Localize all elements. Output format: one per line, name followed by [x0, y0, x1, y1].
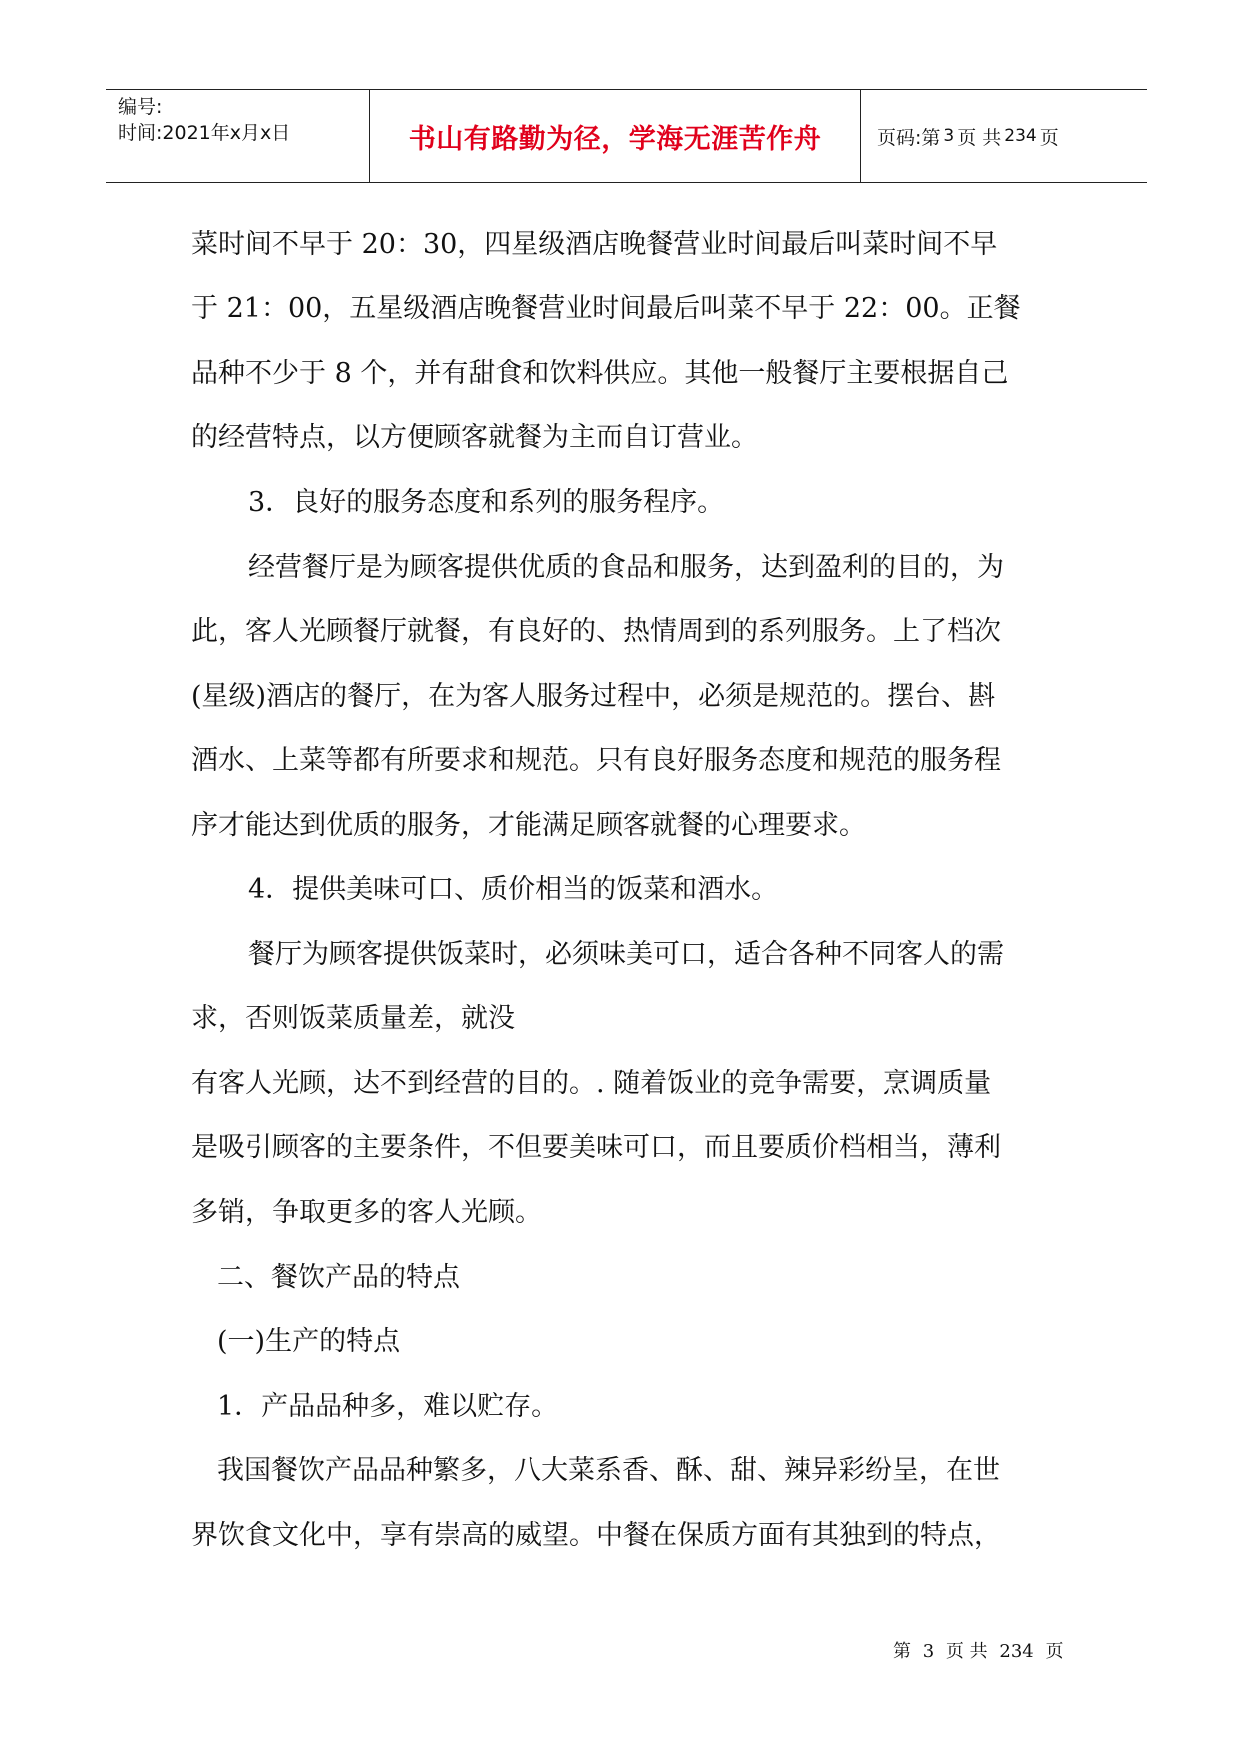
text-line: 序才能达到优质的服务，才能满足顾客就餐的心理要求。 [191, 810, 866, 841]
text-line: 界饮食文化中，享有崇高的威望。中餐在保质方面有其独到的特点， [191, 1520, 1001, 1551]
header-page-info [861, 90, 1147, 182]
text-line: 酒水、上菜等都有所要求和规范。只有良好服务态度和规范的服务程 [191, 745, 1001, 776]
text-line: 的经营特点，以方便顾客就餐为主而自订营业。 [191, 422, 758, 453]
header-meta [106, 90, 370, 182]
section-heading: 二、餐饮产品的特点 [217, 1262, 460, 1293]
motto-text: 书山有路勤为径，学海无涯苦作舟 [408, 123, 822, 155]
text-line: 多销，争取更多的客人光顾。 [191, 1197, 542, 1228]
page-suffix: 页 [1039, 126, 1059, 149]
page-mid: 页 共 [957, 126, 1002, 149]
section-heading: 4．提供美味可口、质价相当的饭菜和酒水。 [248, 874, 779, 905]
footer-suffix: 页 [1045, 1641, 1064, 1662]
page-footer [893, 1640, 1069, 1664]
text-line: 我国餐饮产品品种繁多，八大菜系香、酥、甜、辣异彩纷呈，在世 [217, 1455, 1000, 1486]
subsection-heading: (一)生产的特点 [217, 1326, 401, 1357]
text-line: 是吸引顾客的主要条件，不但要美味可口，而且要质价档相当，薄利 [191, 1132, 1001, 1163]
footer-page-number: 3 [922, 1641, 935, 1662]
serial-label: 编号: [118, 96, 163, 118]
text-line: 于 21：00，五星级酒店晚餐营业时间最后叫菜不早于 22：00。正餐 [191, 293, 1021, 324]
section-heading: 1．产品品种多，难以贮存。 [217, 1391, 559, 1422]
header-motto-cell [370, 90, 861, 182]
text-line: (星级)酒店的餐厅，在为客人服务过程中，必须是规范的。摆台、斟 [191, 681, 996, 712]
text-line: 此，客人光顾餐厅就餐，有良好的、热情周到的系列服务。上了档次 [191, 616, 1001, 647]
text-line: 有客人光顾，达不到经营的目的。. 随着饭业的竞争需要，烹调质量 [191, 1068, 992, 1099]
text-line: 品种不少于 8 个，并有甜食和饮料供应。其他一般餐厅主要根据自己 [191, 358, 1009, 389]
footer-prefix: 第 [893, 1641, 911, 1662]
text-line: 餐厅为顾客提供饭菜时，必须味美可口，适合各种不同客人的需 [248, 939, 1004, 970]
footer-total: 234 [999, 1641, 1034, 1662]
text-line: 菜时间不早于 20：30，四星级酒店晚餐营业时间最后叫菜时间不早 [191, 229, 998, 260]
footer-mid: 页 共 [945, 1641, 988, 1662]
page-number: 3 [943, 126, 955, 146]
page-total: 234 [1004, 126, 1037, 146]
text-line: 经营餐厅是为顾客提供优质的食品和服务，达到盈利的目的，为 [248, 552, 1004, 583]
time-label: 时间:2021年x月x日 [118, 122, 291, 144]
page-prefix: 页码:第 [877, 126, 941, 149]
text-line: 求，否则饭菜质量差，就没 [191, 1003, 515, 1034]
page-header [106, 89, 1147, 183]
section-heading: 3．良好的服务态度和系列的服务程序。 [248, 487, 725, 518]
